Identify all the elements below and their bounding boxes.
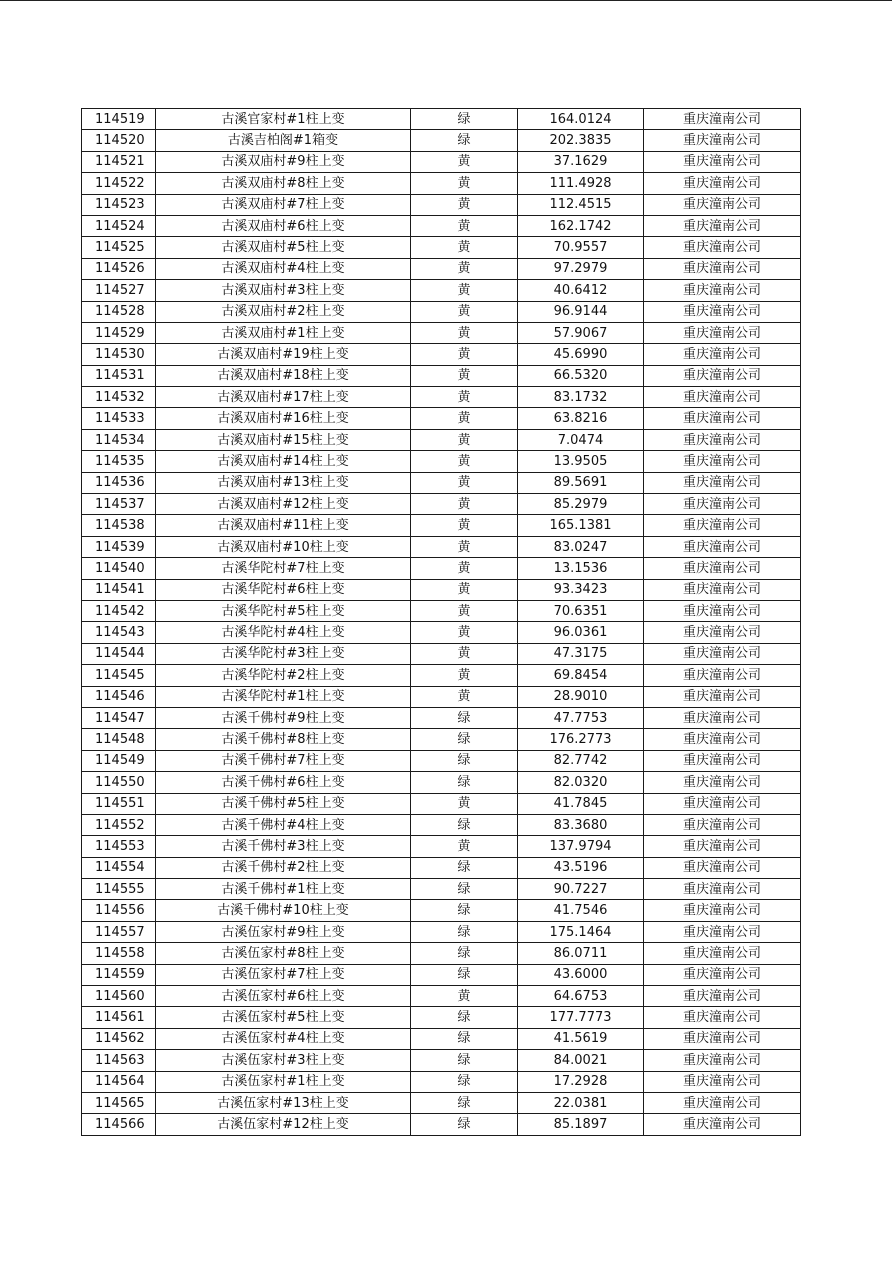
value-cell: 112.4515 xyxy=(518,194,644,215)
table-row xyxy=(82,536,801,557)
value-cell: 57.9067 xyxy=(518,322,644,343)
device-name-cell: 古溪双庙村#6柱上变 xyxy=(156,215,411,236)
device-name-cell: 古溪双庙村#15柱上变 xyxy=(156,429,411,450)
table-row xyxy=(82,237,801,258)
company-cell: 重庆潼南公司 xyxy=(644,558,801,579)
status-color-cell: 黄 xyxy=(411,836,518,857)
value-cell: 37.1629 xyxy=(518,151,644,172)
row-id-cell: 114528 xyxy=(82,301,156,322)
status-color-cell: 黄 xyxy=(411,301,518,322)
row-id-cell: 114545 xyxy=(82,665,156,686)
device-name-cell: 古溪双庙村#13柱上变 xyxy=(156,472,411,493)
company-cell: 重庆潼南公司 xyxy=(644,814,801,835)
table-row xyxy=(82,579,801,600)
row-id-cell: 114559 xyxy=(82,964,156,985)
row-id-cell: 114534 xyxy=(82,429,156,450)
status-color-cell: 绿 xyxy=(411,707,518,728)
company-cell: 重庆潼南公司 xyxy=(644,258,801,279)
device-name-cell: 古溪华陀村#7柱上变 xyxy=(156,558,411,579)
value-cell: 17.2928 xyxy=(518,1071,644,1092)
status-color-cell: 绿 xyxy=(411,921,518,942)
value-cell: 96.0361 xyxy=(518,622,644,643)
table-row xyxy=(82,258,801,279)
value-cell: 93.3423 xyxy=(518,579,644,600)
company-cell: 重庆潼南公司 xyxy=(644,900,801,921)
table-row xyxy=(82,750,801,771)
company-cell: 重庆潼南公司 xyxy=(644,686,801,707)
table-row xyxy=(82,836,801,857)
table-row xyxy=(82,643,801,664)
company-cell: 重庆潼南公司 xyxy=(644,109,801,130)
status-color-cell: 黄 xyxy=(411,793,518,814)
row-id-cell: 114558 xyxy=(82,943,156,964)
status-color-cell: 绿 xyxy=(411,943,518,964)
company-cell: 重庆潼南公司 xyxy=(644,387,801,408)
table-row xyxy=(82,814,801,835)
device-name-cell: 古溪双庙村#17柱上变 xyxy=(156,387,411,408)
status-color-cell: 黄 xyxy=(411,558,518,579)
company-cell: 重庆潼南公司 xyxy=(644,1050,801,1071)
table-row xyxy=(82,600,801,621)
device-name-cell: 古溪双庙村#11柱上变 xyxy=(156,515,411,536)
value-cell: 176.2773 xyxy=(518,729,644,750)
row-id-cell: 114538 xyxy=(82,515,156,536)
table-row xyxy=(82,986,801,1007)
table-row xyxy=(82,1092,801,1113)
value-cell: 13.1536 xyxy=(518,558,644,579)
table-row xyxy=(82,1028,801,1049)
value-cell: 45.6990 xyxy=(518,344,644,365)
company-cell: 重庆潼南公司 xyxy=(644,964,801,985)
company-cell: 重庆潼南公司 xyxy=(644,451,801,472)
row-id-cell: 114527 xyxy=(82,280,156,301)
company-cell: 重庆潼南公司 xyxy=(644,173,801,194)
company-cell: 重庆潼南公司 xyxy=(644,365,801,386)
table-row xyxy=(82,515,801,536)
row-id-cell: 114549 xyxy=(82,750,156,771)
company-cell: 重庆潼南公司 xyxy=(644,1028,801,1049)
row-id-cell: 114536 xyxy=(82,472,156,493)
status-color-cell: 绿 xyxy=(411,1114,518,1135)
device-name-cell: 古溪官家村#1柱上变 xyxy=(156,109,411,130)
device-name-cell: 古溪双庙村#16柱上变 xyxy=(156,408,411,429)
status-color-cell: 黄 xyxy=(411,429,518,450)
status-color-cell: 黄 xyxy=(411,365,518,386)
row-id-cell: 114544 xyxy=(82,643,156,664)
company-cell: 重庆潼南公司 xyxy=(644,643,801,664)
device-name-cell: 古溪千佛村#2柱上变 xyxy=(156,857,411,878)
value-cell: 43.5196 xyxy=(518,857,644,878)
row-id-cell: 114565 xyxy=(82,1092,156,1113)
table-row xyxy=(82,1050,801,1071)
row-id-cell: 114556 xyxy=(82,900,156,921)
device-name-cell: 古溪双庙村#2柱上变 xyxy=(156,301,411,322)
device-name-cell: 古溪双庙村#3柱上变 xyxy=(156,280,411,301)
device-name-cell: 古溪双庙村#5柱上变 xyxy=(156,237,411,258)
status-color-cell: 黄 xyxy=(411,344,518,365)
value-cell: 83.0247 xyxy=(518,536,644,557)
table-row xyxy=(82,1071,801,1092)
value-cell: 63.8216 xyxy=(518,408,644,429)
row-id-cell: 114566 xyxy=(82,1114,156,1135)
status-color-cell: 黄 xyxy=(411,173,518,194)
table-row xyxy=(82,301,801,322)
row-id-cell: 114529 xyxy=(82,322,156,343)
status-color-cell: 绿 xyxy=(411,1007,518,1028)
company-cell: 重庆潼南公司 xyxy=(644,322,801,343)
row-id-cell: 114553 xyxy=(82,836,156,857)
status-color-cell: 黄 xyxy=(411,986,518,1007)
table-row xyxy=(82,365,801,386)
table-row xyxy=(82,707,801,728)
status-color-cell: 绿 xyxy=(411,879,518,900)
status-color-cell: 黄 xyxy=(411,280,518,301)
row-id-cell: 114555 xyxy=(82,879,156,900)
company-cell: 重庆潼南公司 xyxy=(644,665,801,686)
table-row xyxy=(82,921,801,942)
company-cell: 重庆潼南公司 xyxy=(644,579,801,600)
company-cell: 重庆潼南公司 xyxy=(644,879,801,900)
company-cell: 重庆潼南公司 xyxy=(644,408,801,429)
status-color-cell: 黄 xyxy=(411,579,518,600)
table-row xyxy=(82,472,801,493)
status-color-cell: 黄 xyxy=(411,451,518,472)
company-cell: 重庆潼南公司 xyxy=(644,237,801,258)
value-cell: 66.5320 xyxy=(518,365,644,386)
device-name-cell: 古溪千佛村#8柱上变 xyxy=(156,729,411,750)
row-id-cell: 114543 xyxy=(82,622,156,643)
status-color-cell: 黄 xyxy=(411,322,518,343)
row-id-cell: 114525 xyxy=(82,237,156,258)
table-row xyxy=(82,686,801,707)
table-row xyxy=(82,772,801,793)
status-color-cell: 绿 xyxy=(411,900,518,921)
value-cell: 96.9144 xyxy=(518,301,644,322)
status-color-cell: 绿 xyxy=(411,857,518,878)
status-color-cell: 绿 xyxy=(411,130,518,151)
row-id-cell: 114530 xyxy=(82,344,156,365)
status-color-cell: 黄 xyxy=(411,151,518,172)
table-row xyxy=(82,729,801,750)
device-name-cell: 古溪千佛村#7柱上变 xyxy=(156,750,411,771)
value-cell: 202.3835 xyxy=(518,130,644,151)
row-id-cell: 114531 xyxy=(82,365,156,386)
value-cell: 41.5619 xyxy=(518,1028,644,1049)
value-cell: 40.6412 xyxy=(518,280,644,301)
device-name-cell: 古溪千佛村#4柱上变 xyxy=(156,814,411,835)
row-id-cell: 114552 xyxy=(82,814,156,835)
device-name-cell: 古溪伍家村#5柱上变 xyxy=(156,1007,411,1028)
value-cell: 43.6000 xyxy=(518,964,644,985)
device-name-cell: 古溪双庙村#7柱上变 xyxy=(156,194,411,215)
status-color-cell: 黄 xyxy=(411,215,518,236)
table-row xyxy=(82,429,801,450)
row-id-cell: 114550 xyxy=(82,772,156,793)
status-color-cell: 绿 xyxy=(411,964,518,985)
value-cell: 89.5691 xyxy=(518,472,644,493)
row-id-cell: 114520 xyxy=(82,130,156,151)
company-cell: 重庆潼南公司 xyxy=(644,151,801,172)
row-id-cell: 114562 xyxy=(82,1028,156,1049)
row-id-cell: 114532 xyxy=(82,387,156,408)
value-cell: 70.9557 xyxy=(518,237,644,258)
status-color-cell: 绿 xyxy=(411,1092,518,1113)
value-cell: 86.0711 xyxy=(518,943,644,964)
device-name-cell: 古溪双庙村#18柱上变 xyxy=(156,365,411,386)
table-row xyxy=(82,900,801,921)
company-cell: 重庆潼南公司 xyxy=(644,793,801,814)
table-row xyxy=(82,451,801,472)
device-name-cell: 古溪伍家村#6柱上变 xyxy=(156,986,411,1007)
row-id-cell: 114561 xyxy=(82,1007,156,1028)
device-name-cell: 古溪双庙村#8柱上变 xyxy=(156,173,411,194)
status-color-cell: 绿 xyxy=(411,1050,518,1071)
table-row xyxy=(82,408,801,429)
status-color-cell: 黄 xyxy=(411,237,518,258)
company-cell: 重庆潼南公司 xyxy=(644,194,801,215)
table-row xyxy=(82,1114,801,1135)
table-row xyxy=(82,151,801,172)
table-body xyxy=(82,109,801,1136)
company-cell: 重庆潼南公司 xyxy=(644,600,801,621)
table-row xyxy=(82,280,801,301)
status-color-cell: 黄 xyxy=(411,515,518,536)
value-cell: 162.1742 xyxy=(518,215,644,236)
row-id-cell: 114546 xyxy=(82,686,156,707)
table-row xyxy=(82,793,801,814)
status-color-cell: 黄 xyxy=(411,494,518,515)
value-cell: 164.0124 xyxy=(518,109,644,130)
table-row xyxy=(82,194,801,215)
company-cell: 重庆潼南公司 xyxy=(644,494,801,515)
device-name-cell: 古溪伍家村#1柱上变 xyxy=(156,1071,411,1092)
table-row xyxy=(82,322,801,343)
company-cell: 重庆潼南公司 xyxy=(644,707,801,728)
device-name-cell: 古溪伍家村#9柱上变 xyxy=(156,921,411,942)
status-color-cell: 黄 xyxy=(411,194,518,215)
value-cell: 84.0021 xyxy=(518,1050,644,1071)
value-cell: 70.6351 xyxy=(518,600,644,621)
status-color-cell: 黄 xyxy=(411,600,518,621)
device-name-cell: 古溪伍家村#3柱上变 xyxy=(156,1050,411,1071)
transformer-data-table xyxy=(81,108,801,1136)
value-cell: 83.3680 xyxy=(518,814,644,835)
status-color-cell: 绿 xyxy=(411,729,518,750)
row-id-cell: 114522 xyxy=(82,173,156,194)
table-row xyxy=(82,109,801,130)
device-name-cell: 古溪千佛村#9柱上变 xyxy=(156,707,411,728)
company-cell: 重庆潼南公司 xyxy=(644,280,801,301)
value-cell: 13.9505 xyxy=(518,451,644,472)
table-row xyxy=(82,879,801,900)
table-row xyxy=(82,215,801,236)
value-cell: 82.7742 xyxy=(518,750,644,771)
table-row xyxy=(82,943,801,964)
device-name-cell: 古溪伍家村#8柱上变 xyxy=(156,943,411,964)
table-row xyxy=(82,665,801,686)
company-cell: 重庆潼南公司 xyxy=(644,729,801,750)
company-cell: 重庆潼南公司 xyxy=(644,515,801,536)
device-name-cell: 古溪伍家村#4柱上变 xyxy=(156,1028,411,1049)
status-color-cell: 黄 xyxy=(411,472,518,493)
table-row xyxy=(82,622,801,643)
row-id-cell: 114523 xyxy=(82,194,156,215)
table-row xyxy=(82,964,801,985)
status-color-cell: 绿 xyxy=(411,1071,518,1092)
company-cell: 重庆潼南公司 xyxy=(644,215,801,236)
status-color-cell: 黄 xyxy=(411,686,518,707)
value-cell: 165.1381 xyxy=(518,515,644,536)
value-cell: 69.8454 xyxy=(518,665,644,686)
row-id-cell: 114533 xyxy=(82,408,156,429)
device-name-cell: 古溪千佛村#1柱上变 xyxy=(156,879,411,900)
company-cell: 重庆潼南公司 xyxy=(644,772,801,793)
device-name-cell: 古溪双庙村#4柱上变 xyxy=(156,258,411,279)
status-color-cell: 黄 xyxy=(411,643,518,664)
value-cell: 28.9010 xyxy=(518,686,644,707)
value-cell: 41.7546 xyxy=(518,900,644,921)
company-cell: 重庆潼南公司 xyxy=(644,1007,801,1028)
value-cell: 90.7227 xyxy=(518,879,644,900)
value-cell: 175.1464 xyxy=(518,921,644,942)
device-name-cell: 古溪吉柏阁#1箱变 xyxy=(156,130,411,151)
status-color-cell: 绿 xyxy=(411,750,518,771)
row-id-cell: 114535 xyxy=(82,451,156,472)
device-name-cell: 古溪伍家村#13柱上变 xyxy=(156,1092,411,1113)
device-name-cell: 古溪华陀村#2柱上变 xyxy=(156,665,411,686)
value-cell: 85.1897 xyxy=(518,1114,644,1135)
row-id-cell: 114521 xyxy=(82,151,156,172)
status-color-cell: 绿 xyxy=(411,772,518,793)
row-id-cell: 114524 xyxy=(82,215,156,236)
company-cell: 重庆潼南公司 xyxy=(644,622,801,643)
device-name-cell: 古溪双庙村#12柱上变 xyxy=(156,494,411,515)
company-cell: 重庆潼南公司 xyxy=(644,1092,801,1113)
row-id-cell: 114560 xyxy=(82,986,156,1007)
table-row xyxy=(82,173,801,194)
device-name-cell: 古溪双庙村#9柱上变 xyxy=(156,151,411,172)
company-cell: 重庆潼南公司 xyxy=(644,344,801,365)
table-row xyxy=(82,130,801,151)
table-row xyxy=(82,558,801,579)
device-name-cell: 古溪双庙村#10柱上变 xyxy=(156,536,411,557)
row-id-cell: 114563 xyxy=(82,1050,156,1071)
row-id-cell: 114554 xyxy=(82,857,156,878)
status-color-cell: 黄 xyxy=(411,258,518,279)
value-cell: 82.0320 xyxy=(518,772,644,793)
device-name-cell: 古溪千佛村#10柱上变 xyxy=(156,900,411,921)
company-cell: 重庆潼南公司 xyxy=(644,536,801,557)
company-cell: 重庆潼南公司 xyxy=(644,130,801,151)
device-name-cell: 古溪华陀村#3柱上变 xyxy=(156,643,411,664)
row-id-cell: 114557 xyxy=(82,921,156,942)
device-name-cell: 古溪华陀村#1柱上变 xyxy=(156,686,411,707)
status-color-cell: 绿 xyxy=(411,814,518,835)
value-cell: 111.4928 xyxy=(518,173,644,194)
company-cell: 重庆潼南公司 xyxy=(644,750,801,771)
value-cell: 7.0474 xyxy=(518,429,644,450)
company-cell: 重庆潼南公司 xyxy=(644,1071,801,1092)
row-id-cell: 114540 xyxy=(82,558,156,579)
row-id-cell: 114548 xyxy=(82,729,156,750)
company-cell: 重庆潼南公司 xyxy=(644,921,801,942)
status-color-cell: 黄 xyxy=(411,536,518,557)
table-row xyxy=(82,344,801,365)
status-color-cell: 绿 xyxy=(411,1028,518,1049)
table-row xyxy=(82,857,801,878)
device-name-cell: 古溪伍家村#7柱上变 xyxy=(156,964,411,985)
value-cell: 22.0381 xyxy=(518,1092,644,1113)
row-id-cell: 114551 xyxy=(82,793,156,814)
table-row xyxy=(82,387,801,408)
row-id-cell: 114564 xyxy=(82,1071,156,1092)
value-cell: 97.2979 xyxy=(518,258,644,279)
device-name-cell: 古溪华陀村#5柱上变 xyxy=(156,600,411,621)
row-id-cell: 114541 xyxy=(82,579,156,600)
device-name-cell: 古溪千佛村#3柱上变 xyxy=(156,836,411,857)
company-cell: 重庆潼南公司 xyxy=(644,857,801,878)
device-name-cell: 古溪千佛村#6柱上变 xyxy=(156,772,411,793)
device-name-cell: 古溪双庙村#19柱上变 xyxy=(156,344,411,365)
value-cell: 83.1732 xyxy=(518,387,644,408)
company-cell: 重庆潼南公司 xyxy=(644,472,801,493)
status-color-cell: 黄 xyxy=(411,665,518,686)
device-name-cell: 古溪双庙村#14柱上变 xyxy=(156,451,411,472)
company-cell: 重庆潼南公司 xyxy=(644,429,801,450)
value-cell: 64.6753 xyxy=(518,986,644,1007)
table-row xyxy=(82,494,801,515)
status-color-cell: 黄 xyxy=(411,387,518,408)
value-cell: 85.2979 xyxy=(518,494,644,515)
company-cell: 重庆潼南公司 xyxy=(644,986,801,1007)
device-name-cell: 古溪华陀村#4柱上变 xyxy=(156,622,411,643)
device-name-cell: 古溪伍家村#12柱上变 xyxy=(156,1114,411,1135)
value-cell: 41.7845 xyxy=(518,793,644,814)
company-cell: 重庆潼南公司 xyxy=(644,1114,801,1135)
table-row xyxy=(82,1007,801,1028)
device-name-cell: 古溪千佛村#5柱上变 xyxy=(156,793,411,814)
page-top-border xyxy=(0,0,892,1)
row-id-cell: 114526 xyxy=(82,258,156,279)
row-id-cell: 114547 xyxy=(82,707,156,728)
company-cell: 重庆潼南公司 xyxy=(644,301,801,322)
row-id-cell: 114537 xyxy=(82,494,156,515)
status-color-cell: 黄 xyxy=(411,622,518,643)
company-cell: 重庆潼南公司 xyxy=(644,943,801,964)
row-id-cell: 114542 xyxy=(82,600,156,621)
value-cell: 47.7753 xyxy=(518,707,644,728)
device-name-cell: 古溪华陀村#6柱上变 xyxy=(156,579,411,600)
row-id-cell: 114519 xyxy=(82,109,156,130)
status-color-cell: 绿 xyxy=(411,109,518,130)
row-id-cell: 114539 xyxy=(82,536,156,557)
value-cell: 137.9794 xyxy=(518,836,644,857)
company-cell: 重庆潼南公司 xyxy=(644,836,801,857)
value-cell: 47.3175 xyxy=(518,643,644,664)
value-cell: 177.7773 xyxy=(518,1007,644,1028)
device-name-cell: 古溪双庙村#1柱上变 xyxy=(156,322,411,343)
status-color-cell: 黄 xyxy=(411,408,518,429)
